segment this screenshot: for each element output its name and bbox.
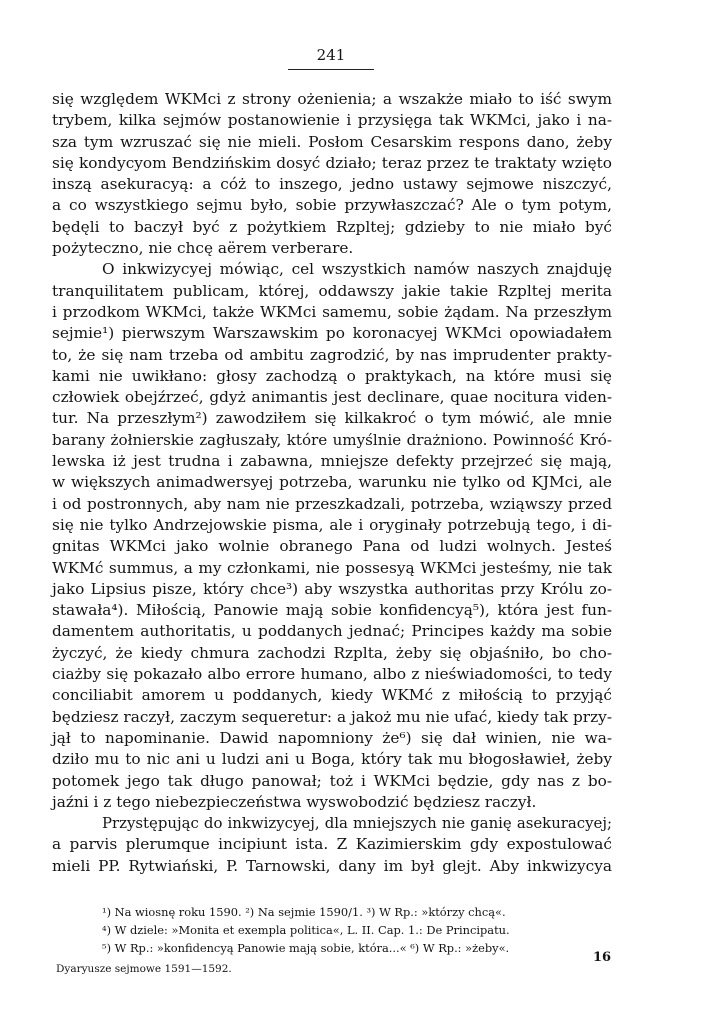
text-line: się nie tylko Andrzejowskie pisma, ale i oryginały potrzebują tego, i di-: [52, 515, 612, 534]
text-line: pożyteczno, nie chcę aërem verberare.: [52, 239, 354, 258]
text-line: inszą asekuracyą: a cóż to inszego, jedno ustawy sejmowe niszczyć,: [52, 175, 612, 194]
text-line: Przystępując do inkwizycyej, dla mniejszych nie ganię asekuracyej;: [102, 814, 612, 833]
text-line: się względem WKMci z strony ożenienia; a wszakże miało to iść swym: [52, 90, 612, 108]
text-line: dziło mu to nic ani u ludzi ani u Boga, który tak mu błogosławieł, żeby: [52, 750, 612, 769]
text-line: i przodkom WKMci, także WKMci samemu, sobie żądam. Na przeszłym: [52, 302, 612, 321]
text-line: sejmie¹) pierwszym Warszawskim po koronacyej WKMci opowiadałem: [52, 324, 612, 343]
footnotes: [102, 903, 622, 957]
text-line: jął to napominanie. Dawid napomniony że⁶) się dał winien, nie wa-: [52, 728, 612, 747]
text-line: się kondycyom Bendzińskim dosyć działo; teraz przez te traktaty wzięto: [52, 153, 612, 172]
page-number-rule: [288, 69, 374, 70]
text-line: a co wszystkiego sejmu było, sobie przywłaszczać? Ale o tym potym,: [52, 196, 612, 215]
text-line: będęli to baczył być z pożytkiem Rzpltej; gdzieby to nie miało być: [52, 217, 612, 236]
text-line: kami nie uwikłano: głosy zachodzą o praktykach, na które musi się: [52, 366, 612, 385]
text-line: to, że się nam trzeba od ambitu zagrodzić, by nas imprudenter prakty-: [52, 345, 612, 364]
text-line: potomek jego tak długo panował; toż i WKMci będzie, gdy nas z bo-: [52, 771, 612, 790]
footnote-line: ¹) Na wiosnę roku 1590. ²) Na sejmie 1590/1. ³) W Rp.: »którzy chcą«.: [102, 905, 506, 919]
text-line: będziesz raczył, zaczym sequeretur: a jakoż mu nie ufać, kiedy tak przy-: [52, 707, 612, 726]
body-text: [52, 89, 612, 877]
text-line: damentem authoritatis, u poddanych jednać; Principes każdy ma sobie: [52, 622, 612, 641]
footnote-line: ⁴) W dziele: »Monita et exempla politica«, L. II. Cap. 1.: De Principatu.: [102, 923, 510, 937]
text-line: jaźni i z tego niebezpieczeństwa wyswobodzić będziesz raczył.: [52, 792, 537, 811]
text-line: w większych animadwersyej potrzeba, warunku nie tylko od KJMci, ale: [52, 473, 612, 492]
text-line: a parvis plerumque incipiunt ista. Z Kazimierskim gdy expostulować: [52, 835, 612, 854]
text-line: życzyć, że kiedy chmura zachodzi Rzplta, żeby się objaśniło, bo cho-: [52, 643, 612, 662]
text-line: tur. Na przeszłym²) zawodziłem się kilkakroć o tym mówić, ale mnie: [52, 409, 612, 428]
text-line: człowiek obejźrzeć, gdyż animantis jest declinare, quae nocitura viden-: [52, 388, 612, 407]
text-line: i od postronnych, aby nam nie przeszkadzali, potrzeba, wziąwszy przed: [52, 494, 612, 513]
page-number: 241: [316, 46, 346, 64]
text-line: tranquilitatem publicam, której, oddawszy jakie takie Rzpltej merita: [52, 281, 612, 300]
text-line: WKMć summus, a my członkami, nie possesyą WKMci jesteśmy, nie tak: [52, 558, 612, 577]
text-line: mieli PP. Rytwiański, P. Tarnowski, dany im był glejt. Aby inkwizycya: [52, 856, 612, 875]
text-line: conciliabit amorem u poddanych, kiedy WKMć z miłością to przyjąć: [52, 686, 612, 705]
text-line: ciażby się pokazało albo errore humano, albo z nieświadomości, to tedy: [52, 665, 612, 684]
text-line: sza tym wzruszać się nie mieli. Posłom Cesarskim respons dano, żeby: [52, 132, 612, 151]
sheet-number: 16: [593, 950, 612, 965]
text-line: jako Lipsius pisze, który chce³) aby wszystka authoritas przy Królu zo-: [52, 579, 612, 598]
text-line: lewska iż jest trudna i zabawna, mniejsze defekty przejrzeć się mają,: [52, 452, 612, 471]
signature-mark: Dyaryusze sejmowe 1591—1592.: [56, 963, 232, 975]
text-line: barany żołnierskie zagłuszały, które umyślnie drażniono. Powinność Kró-: [52, 430, 612, 449]
footnote-line: ⁵) W Rp.: »konfidencyą Panowie mają sobie, która...« ⁶) W Rp.: »żeby«.: [102, 941, 510, 955]
text-line: stawała⁴). Miłością, Panowie mają sobie konfidencyą⁵), która jest fun-: [52, 601, 612, 620]
text-line: O inkwizycyej mówiąc, cel wszystkich namów naszych znajduję: [102, 260, 612, 279]
text-line: trybem, kilka sejmów postanowienie i przysięga tak WKMci, jako i na-: [52, 111, 612, 130]
text-line: gnitas WKMci jako wolnie obranego Pana od ludzi wolnych. Jesteś: [52, 537, 612, 556]
